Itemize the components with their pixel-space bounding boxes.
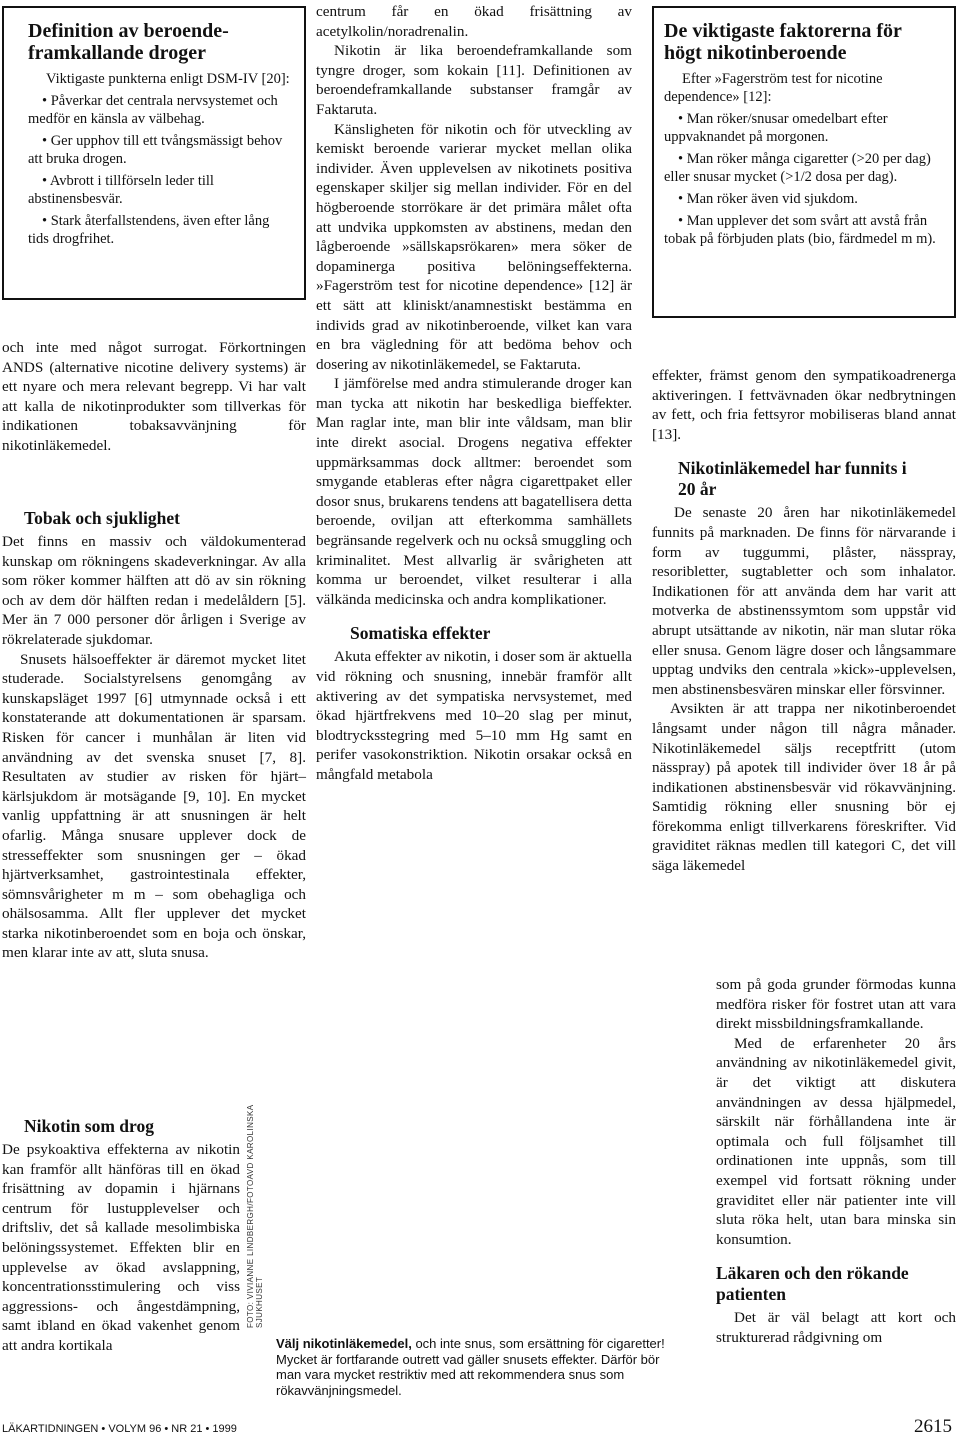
list-item: • Avbrott i tillförseln leder till abstinensbesvär. [28,172,290,208]
list-item: • Man röker många cigaretter (>20 per dag) eller snusar mycket (>1/2 dosa per dag). [664,150,942,186]
section-heading-lakaren: Läkaren och den rökande patienten [716,1263,909,1305]
paragraph: Med de erfarenheter 20 års användning av nikotinläkemedel givit, är det viktigt att diskutera användningen av dessa hjälpmedel, särskilt när förhållandena inte är optimala och full följsamhet till ordinationen inte uppnås, som till exempel vid fortsatt rökning under graviditet eller när patienter inte vill sluta röka helt, utan bara minska sin konsumtion. [716,1034,956,1248]
page-number: 2615 [914,1416,952,1437]
paragraph: I jämförelse med andra stimulerande droger kan man tycka att nikotin har beskedliga bieffekter. Man raglar inte, man blir inte våldsam, man blir inte direkt asocial. Drogens negativa effekter uppmärksammas dock alltmer: beroendet som smygande etableras efter några cigarettpaket eller dosor snus, brukarens tendens att bagatellisera detta beroende, oviljan att efterkomma samhällets begränsande regelverk och nu också smuggling och kriminalitet. Mest allvarlig är svårigheten att komma ur beroendet, vilket resulterar i alla välkända medicinska och andra komplikationer. [316,375,632,608]
section-heading-tobak: Tobak och sjuklighet [24,508,180,528]
paragraph: Snusets hälsoeffekter är däremot mycket litet studerade. Socialstyrelsens genomgång av kunskapsläget 1997 [6] utmynnade också i ett konstaterande att dokumentationen är sparsam. Risken för cancer i munhålan är liten vid användning av det svenska snuset [7, 8]. Resultaten av studier av risken för hjärt–kärlsjukdom är motsägande [9, 10]. En mycket vanlig uppfattning är att snusningen är helt ofarlig. Många snusare upplever dock de stresseffekter som snusningen ger – ökad hjärtverksamhet, gastrointestinala effekter, sömnsvårigheter m m – som obehagliga och ohälsosamma. Allt fler upplever det mycket starka nikotinberoendet som en boja och önskar, men klarar inte av att, sluta snusa. [2,650,306,962]
paragraph: och inte med något surrogat. Förkortningen ANDS (alternative nicotine delivery systems) är ett nyare och mera relevant begrepp. Vi har valt att kalla de nikotinprodukter som tillverkas för indikationen tobaksavvänjning för nikotinläkemedel. [2,339,306,454]
paragraph: De senaste 20 åren har nikotinläkemedel funnits på marknaden. De finns för närvarande i form av tuggummi, plåster, nässpray, resoribletter, sugtabletter och som inhalator. Indikationen för att använda dem har varit att motverka de abstinenssymtom som uppstår vid abrupt utsättande av nikotin, när man slutar röka eller snusa. Genom lägre doser och långsammare upptag undviks den centrala »kick»-upplevelsen, men abstinensbesvären minskar eller försvinner. [652,504,956,698]
paragraph: Akuta effekter av nikotin, i doser som är aktuella vid rökning och snusning, innebär framför allt aktivering av det sympatiska nervsystemet, med ökad hjärtfrekvens med 10–20 slag per minut, blodtrycksstegring med 5–10 mm Hg samt en perifer vasokonstriktion. Nikotin orsakar också en mångfald metabola [316,648,632,783]
list-item: • Man röker även vid sjukdom. [664,190,942,208]
column-1-section-nikotin [2,1116,240,1356]
paragraph: Nikotin är lika beroendeframkallande som tyngre droger, som kokain [11]. Definitionen av beroendeframkallande substanser framgår av Faktaruta. [316,42,632,118]
list-item: • Man upplever det som svårt att avstå från tobak på förbjuden plats (bio, färdmedel m m). [664,212,942,248]
list-item: • Stark återfallstendens, även efter lång tids drogfrihet. [28,212,290,248]
column-1-section-tobak [2,508,306,963]
paragraph: effekter, främst genom den sympatikoadrenerga aktiveringen. I fettvävnaden ökar nedbrytningen av fett, och fria fettsyror mobiliseras bland annat [13]. [652,367,956,443]
list-item: • Påverkar det centrala nervsystemet och medför en känsla av välbehag. [28,92,290,128]
column-3 [652,366,956,876]
section-heading-somatiska: Somatiska effekter [350,623,491,644]
paragraph: Det finns en massiv och väldokumenterad kunskap om rökningens skadeverkningar. Av alla som röker kommer hälften att dö av sin rökning och av dem dör hälften redan i medelåldern [5]. Mer än 7 000 personer dör årligen i Sverige av rökrelaterade sjukdomar. [2,533,306,648]
fact-box-definition-list [28,92,290,248]
journal-footer: LÄKARTIDNINGEN • VOLYM 96 • NR 21 • 1999 [2,1423,237,1435]
column-1 [2,338,306,456]
paragraph: Det är väl belagt att kort och strukturerad rådgivning om [716,1309,956,1346]
paragraph: Känsligheten för nikotin och för utveckling av kemiskt beroende varierar mycket mellan olika individer. Även upplevelsen av nikotinets positiva egenskaper skiljer sig mellan individer. För en del högberoende storrökare är det primära målet ofta att undvika uppkomsten av abstinens, medan den lågberoende »sällskapsrökaren» mera söker de dopaminerga positiva belöningseffekterna. »Fagerström test for nicotine dependence» [12] är ett sätt att kliniskt/anamnestiskt bestämma en individs grad av nikotinberoende, vilket kan vara en bra vägledning för att bedöma behov och dosering av nikotinläkemedel, se Faktaruta. [316,120,632,373]
fact-box-definition [2,6,306,300]
photo-caption-text: och inte snus, som ersättning för cigaretter! Mycket är fortfarande outrett vad gäller snusets effekter. Därför bör man vara mycket restriktiv med att rekommendera snus som rökavvänjningsmedel. [276,1336,665,1398]
paragraph: De psykoaktiva effekterna av nikotin kan framför allt hänföras till en ökad frisättning av dopamin i hjärnans centrum för lustupplevelser och driftsliv, det så kallade mesolimbiska belöningssystemet. Effekten blir en upplevelse av ökad avslappning, koncentrationsstimulering och viss aggressions- och ångestdämpning, samt ibland en ökad vakenhet genom att andra kortikala [2,1141,240,1354]
section-heading-nikotin-som-drog: Nikotin som drog [24,1116,154,1136]
photo [262,985,640,1330]
list-item: • Ger upphov till ett tvångsmässigt behov att bruka drogen. [28,132,290,168]
fact-box-definition-intro: Viktigaste punkterna enligt DSM-IV [20]: [46,71,290,87]
list-item: • Man röker/snusar omedelbart efter uppvaknandet på morgonen. [664,110,942,146]
fact-box-factors-list [664,110,942,248]
section-heading-nikotinlakemedel: Nikotinläkemedel har funnits i 20 år [678,458,907,500]
fact-box-definition-title: Definition av beroendeframkallande droger [28,20,229,64]
photo-caption-lead: Välj nikotinläkemedel, [276,1336,412,1351]
paragraph: Avsikten är att trappa ner nikotinberoendet långsamt under någon till några månader. Nikotinläkemedel säljs receptfritt (utom nässpray) på apotek till individer över 18 år på indikationen abstinensbesvär vid rökavvänjning. Samtidig rökning eller snusning bör ej förekomma enligt tillverkarens föreskrifter. Vid graviditet räknas medlen till kategori C, det vill säga läkemedel [652,700,956,875]
paragraph: som på goda grunder förmodas kunna medföra risker för fostret utan att vara direkt missbildningsframkallande. [716,976,956,1033]
column-2 [316,2,632,785]
fact-box-factors [652,6,956,318]
fact-box-factors-intro: Efter »Fagerström test for nicotine dependence» [12]: [664,71,883,105]
photo-caption [276,1336,676,1398]
fact-box-factors-title: De viktigaste faktorerna för högt nikotinberoende [664,20,902,64]
column-3-lower [716,975,956,1348]
photo-credit: FOTO: VIVIANNE LINDBERGH/FOTOAVD KAROLINSKA SJUKHUSET [246,1104,264,1328]
paragraph: centrum får en ökad frisättning av acetylkolin/noradrenalin. [316,3,632,40]
